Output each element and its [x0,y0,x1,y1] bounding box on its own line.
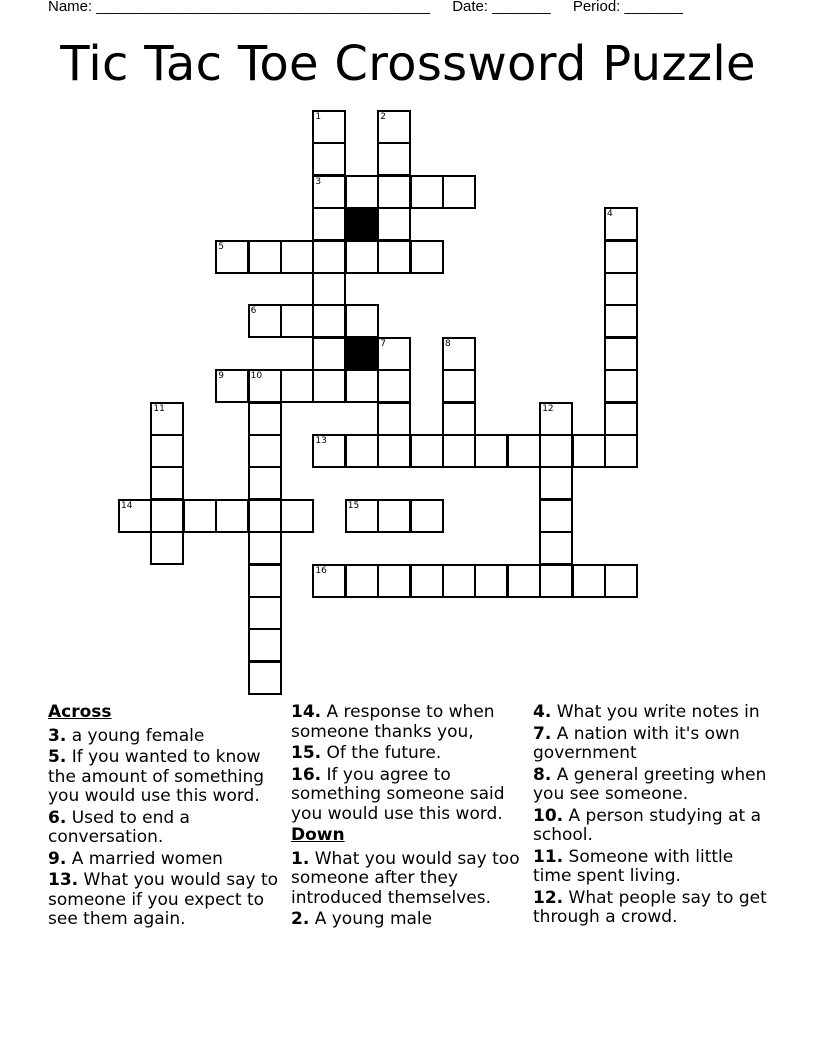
grid-cell[interactable] [539,434,573,468]
grid-cell[interactable] [377,402,411,436]
grid-cell[interactable] [248,661,282,695]
grid-cell[interactable] [312,272,346,306]
page-title: Tic Tac Toe Crossword Puzzle [60,36,756,92]
clue-number-label: 3. [48,725,67,746]
grid-cell[interactable] [442,369,476,403]
clue-number: 14 [121,500,133,511]
grid-cell[interactable] [215,240,249,274]
grid-cell[interactable] [604,564,638,598]
name-field-label: Name: ________________________________________ [48,0,431,15]
clue-text: If you agree to something someone said you would use this word. [291,764,505,824]
clue-number-label: 8. [533,764,552,785]
grid-cell[interactable] [345,499,379,533]
clue-item [533,766,769,805]
clue-item [533,725,769,764]
grid-cell[interactable] [410,564,444,598]
grid-cell[interactable] [248,240,282,274]
clue-number: 16 [315,565,327,576]
clue-number: 3 [315,176,322,187]
clue-item [291,744,527,764]
grid-cell[interactable] [118,499,152,533]
clue-text: Used to end a conversation. [48,807,190,847]
clue-item [533,703,769,723]
clue-item [291,910,527,930]
grid-cell[interactable] [604,240,638,274]
grid-cell[interactable] [248,499,282,533]
clue-item [291,850,527,909]
clue-text: Someone with little time spent living. [533,846,734,886]
clue-number: 1 [315,112,322,122]
clues-column-1 [48,703,284,932]
grid-cell[interactable] [442,434,476,468]
down-heading: Down [291,825,345,845]
clue-text: If you wanted to know the amount of something you would use this word. [48,747,265,806]
grid-cell[interactable] [248,402,282,436]
clue-item [48,809,284,848]
clues-column-3 [533,703,769,930]
grid-cell[interactable] [345,304,379,338]
grid-cell[interactable] [312,175,346,209]
grid-cell[interactable] [280,240,314,274]
grid-cell[interactable] [604,304,638,338]
grid-cell[interactable] [215,369,249,403]
clue-text: What you would say too someone after they introduced themselves. [291,848,520,908]
date-field-label: Date: _______ [452,0,551,15]
grid-cell[interactable] [604,337,638,371]
grid-cell[interactable] [539,564,573,598]
grid-cell[interactable] [183,499,217,533]
grid-cell[interactable] [604,434,638,468]
clue-number-label: 4. [533,702,552,722]
grid-cell[interactable] [539,466,573,500]
grid-cell[interactable] [604,272,638,306]
grid-cell[interactable] [248,564,282,598]
grid-cell[interactable] [312,142,346,176]
grid-cell[interactable] [248,466,282,500]
grid-cell[interactable] [572,434,606,468]
clue-item [291,703,527,742]
clue-text: A married women [66,848,223,869]
grid-cell[interactable] [345,240,379,274]
grid-cell[interactable] [507,434,541,468]
clue-item [48,850,284,870]
clue-text: A person studying at a school. [533,805,761,845]
grid-cell[interactable] [442,564,476,598]
grid-cell[interactable] [248,369,282,403]
grid-cell[interactable] [312,240,346,274]
grid-cell[interactable] [377,499,411,533]
grid-cell[interactable] [442,175,476,209]
clue-text: A young male [309,909,433,929]
clue-item [291,766,527,825]
clue-number: 7 [380,338,386,349]
clue-item [533,848,769,887]
grid-cell[interactable] [377,207,411,241]
grid-cell[interactable] [410,175,444,209]
grid-cell[interactable] [248,596,282,630]
grid-cell[interactable] [539,402,573,436]
clue-number: 15 [347,500,360,511]
down-clue-list [291,850,527,930]
clue-text: a young female [66,725,205,746]
grid-cell[interactable] [312,434,346,468]
clue-number-label: 16. [291,764,322,785]
clue-number: 13 [315,436,327,446]
clue-number-label: 11. [533,846,564,867]
clue-text: A general greeting when you see someone. [533,764,767,804]
grid-cell[interactable] [572,564,606,598]
clue-number-label: 9. [48,848,67,869]
clue-number: 4 [607,209,613,220]
clues-column-2 [291,703,527,932]
clue-number-label: 10. [533,805,564,826]
clue-text: A nation with it's own government [533,723,740,763]
across-clue-list-continued [291,703,527,824]
clue-number: 11 [153,403,165,414]
grid-cell[interactable] [345,175,379,209]
period-field-label: Period: _______ [572,0,683,15]
grid-cell[interactable] [410,434,444,468]
clue-number-label: 13. [48,870,79,890]
across-heading: Across [48,702,112,722]
grid-cell[interactable] [410,240,444,274]
clue-number-label: 2. [291,909,310,929]
clue-text: What people say to get through a crowd. [533,887,767,927]
clue-text: Of the future. [321,743,442,763]
clue-text: A response to when someone thanks you, [291,702,495,742]
clue-item [48,727,284,747]
clue-item [48,871,284,930]
grid-cell[interactable] [280,369,314,403]
clue-number-label: 5. [48,747,67,767]
grid-cell[interactable] [377,240,411,274]
grid-cell[interactable] [604,369,638,403]
clue-number-label: 7. [533,723,552,744]
grid-cell[interactable] [312,207,346,241]
grid-cell[interactable] [442,337,476,371]
grid-cell[interactable] [312,304,346,338]
grid-cell[interactable] [248,628,282,662]
grid-cell[interactable] [312,369,346,403]
grid-cell[interactable] [248,531,282,565]
grid-cell[interactable] [215,499,249,533]
grid-cell[interactable] [377,434,411,468]
grid-cell[interactable] [345,564,379,598]
grid-cell[interactable] [410,499,444,533]
grid-cell[interactable] [604,402,638,436]
grid-cell[interactable] [312,337,346,371]
grid-cell[interactable] [312,564,346,598]
grid-cell[interactable] [442,402,476,436]
grid-cell[interactable] [150,402,184,436]
clue-number: 9 [218,371,224,382]
across-clue-list [48,727,284,930]
clue-text: What you would say to someone if you expect to see them again. [48,870,279,929]
grid-cell[interactable] [248,304,282,338]
grid-cell[interactable] [150,466,184,500]
grid-cell[interactable] [507,564,541,598]
blocked-cell [345,207,379,241]
grid-cell[interactable] [474,434,508,468]
grid-cell[interactable] [345,369,379,403]
grid-cell[interactable] [248,434,282,468]
grid-cell[interactable] [377,175,411,209]
grid-cell[interactable] [377,142,411,176]
grid-cell[interactable] [150,434,184,468]
clue-number: 12 [542,403,554,414]
down-clue-list-continued [533,703,769,928]
clue-item [533,807,769,846]
grid-cell[interactable] [377,110,411,144]
grid-cell[interactable] [150,531,184,565]
clue-item [533,889,769,928]
grid-cell[interactable] [345,434,379,468]
clue-number: 8 [445,338,451,349]
blocked-cell [345,337,379,371]
grid-cell[interactable] [539,531,573,565]
grid-cell[interactable] [150,499,184,533]
grid-cell[interactable] [312,110,346,144]
clue-number: 5 [218,241,224,252]
grid-cell[interactable] [474,564,508,598]
grid-cell[interactable] [604,207,638,241]
clue-number-label: 1. [291,848,310,869]
grid-cell[interactable] [377,337,411,371]
clue-number-label: 14. [291,702,322,722]
clue-number: 6 [250,306,257,317]
clue-item [48,748,284,807]
clue-number-label: 6. [48,807,67,828]
grid-cell[interactable] [377,564,411,598]
clue-text: What you write notes in [551,702,760,722]
grid-cell[interactable] [280,304,314,338]
clue-number: 2 [380,112,386,122]
grid-cell[interactable] [280,499,314,533]
clue-number: 10 [250,371,263,382]
grid-cell[interactable] [377,369,411,403]
grid-cell[interactable] [539,499,573,533]
clue-number-label: 12. [533,887,564,908]
clue-number-label: 15. [291,743,322,763]
